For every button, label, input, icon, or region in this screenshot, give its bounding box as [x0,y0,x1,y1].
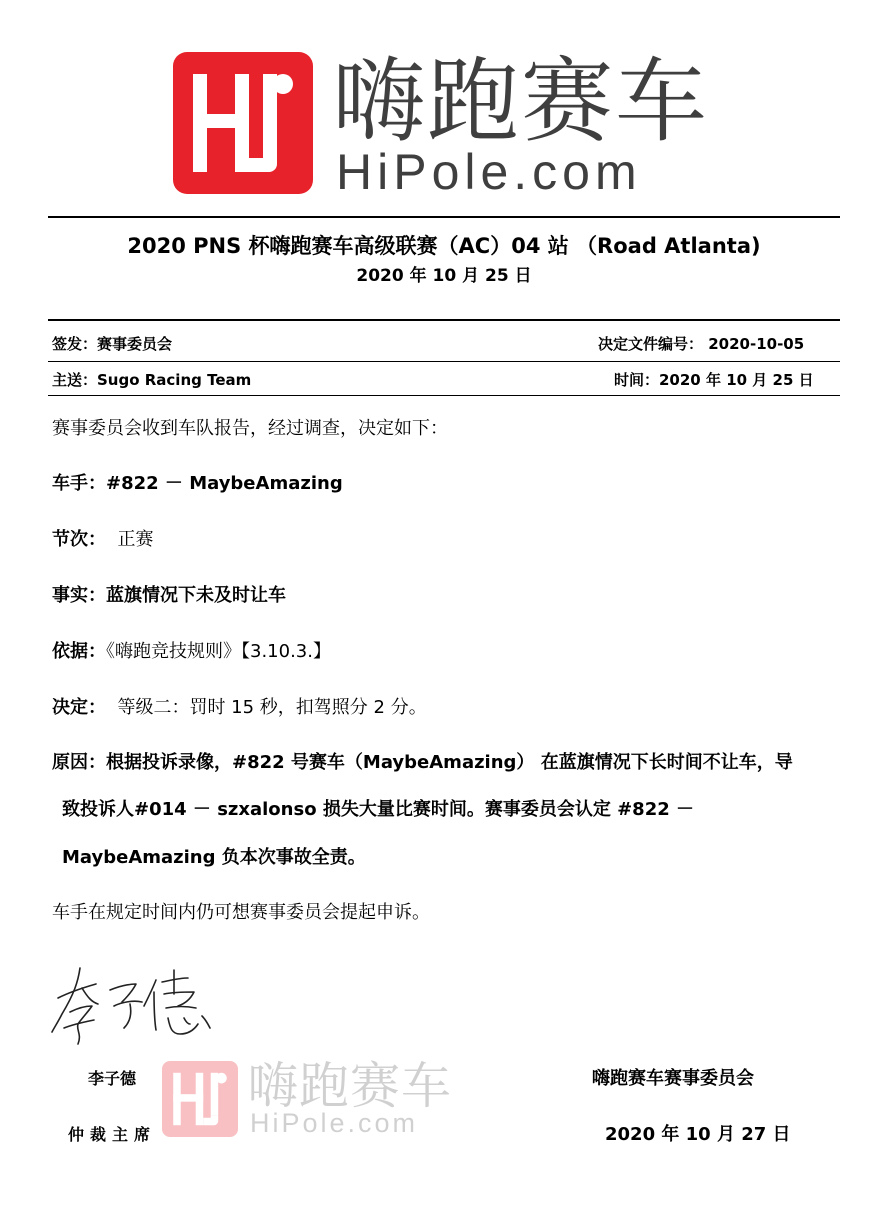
fact-line [52,583,286,609]
issuing-organization: 嗨跑赛车赛事委员会 [592,1068,754,1089]
decision-line [52,695,427,721]
watermark-logo-icon [162,1061,238,1137]
appeal-text: 车手在规定时间内仍可想赛事委员会提起申诉。 [52,902,430,923]
title-divider [48,319,840,321]
basis-value: 《嗨跑竞技规则》【3.10.3.】 [106,641,331,662]
driver-label: 车手： [52,473,106,494]
issuer: 签发：赛事委员会 [52,335,173,353]
session-value: 正赛 [117,529,154,550]
meta-bottom-divider [48,395,840,396]
intro-text: 赛事委员会收到车队报告，经过调查，决定如下： [52,418,448,439]
top-divider [48,216,840,218]
fact-label: 事实： [52,585,106,606]
reason-line-2: 致投诉人#014 － szxalonso 损失大量比赛时间。赛事委员会认定 #822 － [62,799,695,820]
document-date: 2020 年 10 月 25 日 [356,266,532,286]
driver-line [52,471,343,497]
watermark-text-cn: 嗨跑赛车 [248,1057,452,1115]
meta-divider [48,361,840,362]
logo-title-en: HiPole.com [336,144,642,200]
reason-line-1: 原因：根据投诉录像，#822 号赛车（MaybeAmazing） 在蓝旗情况下长时间不让车，导 [52,752,793,773]
document-title: 2020 PNS 杯嗨跑赛车高级联赛（AC）04 站 （Road Atlanta) [127,234,761,258]
decision-value: 等级二：罚时 15 秒，扣驾照分 2 分。 [117,697,427,718]
driver-value: #822 － MaybeAmazing [106,473,343,494]
session-label: 节次： [52,529,106,550]
recipient: 主送：Sugo Racing Team [52,371,252,389]
brand-logo-icon [173,52,313,194]
signed-date: 2020 年 10 月 27 日 [605,1124,791,1145]
watermark-text-en: HiPole.com [250,1108,419,1138]
handwritten-signature [48,958,218,1050]
signer-name: 李子德 [88,1069,137,1088]
fact-value: 蓝旗情况下未及时让车 [106,585,286,606]
reason-line-3: MaybeAmazing 负本次事故全责。 [62,847,366,868]
decision-number: 决定文件编号： 2020-10-05 [598,335,805,353]
session-line [52,527,153,553]
signer-role: 仲裁主席 [68,1125,157,1144]
basis-label: 依据： [52,641,106,662]
basis-line [52,639,331,665]
meta-time: 时间：2020 年 10 月 25 日 [614,371,814,389]
decision-label: 决定： [52,697,106,718]
logo-title-cn: 嗨跑赛车 [333,48,710,155]
